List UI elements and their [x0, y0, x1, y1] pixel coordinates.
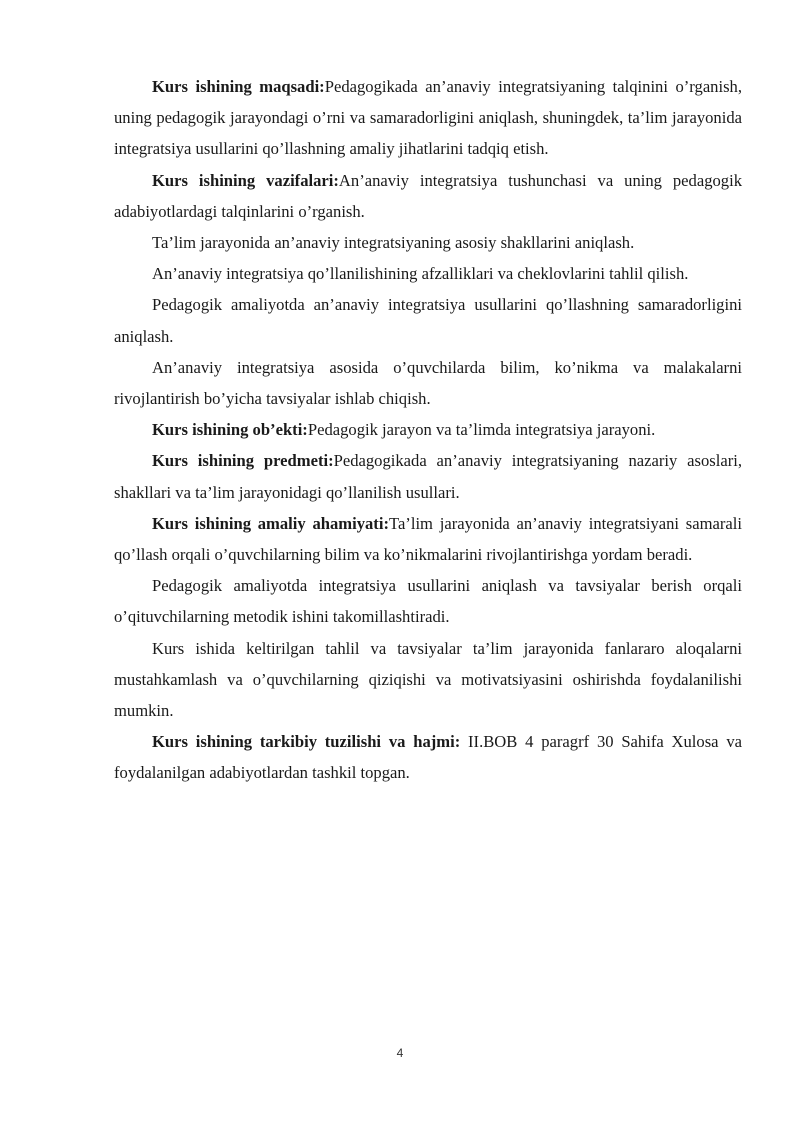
paragraph-task-3 — [114, 289, 742, 351]
paragraph-text: An’anaviy integratsiya tushunchasi va uning pedagogik adabiyotlardagi talqinlarini o’rganish. — [114, 170, 743, 221]
paragraph-text: An’anaviy integratsiya asosida o’quvchilarda bilim, ko’nikma va malakalarni rivojlantirish bo’yicha tavsiyalar ishlab chiqish. — [114, 357, 742, 409]
paragraph-task-4 — [114, 352, 742, 414]
paragraph-text: Pedagogik amaliyotda integratsiya usullarini aniqlash va tavsiyalar berish orqali o’qituvchilarning metodik ishini takomillashtiradi. — [114, 576, 742, 627]
paragraph-label: Kurs ishining ob’ekti: — [152, 420, 308, 440]
paragraph-text: Pedagogikada an’anaviy integratsiyaning talqinini o’rganish, uning pedagogik jarayondagi o’rni va samaradorligini aniqlash, shuningdek, ta’lim jarayonida integratsiya usullarini qo’llashning amaliy jihatlarini tadqiq etish. — [114, 77, 742, 159]
paragraph-tarkibiy-tuzilishi — [114, 726, 742, 788]
paragraph-text: Kurs ishida keltirilgan tahlil va tavsiyalar ta’lim jarayonida fanlararo aloqalarni mustahkamlash va o’quvchilarning qiziqishi va motivatsiyasini oshirishda foydalanilishi mumkin. — [114, 638, 742, 721]
paragraph-text: An’anaviy integratsiya qo’llanilishining afzalliklari va cheklovlarini tahlil qilish. — [152, 264, 689, 284]
paragraph-label: Kurs ishining tarkibiy tuzilishi va hajmi: — [152, 732, 469, 752]
paragraph-label: Kurs ishining predmeti: — [152, 451, 334, 471]
paragraph-significance-2 — [114, 633, 742, 727]
paragraph-text: Ta’lim jarayonida an’anaviy integratsiyani samarali qo’llash orqali o’quvchilarning bilim va ko’nikmalarini rivojlantirishga yordam beradi. — [114, 513, 742, 565]
page-body — [114, 71, 742, 789]
paragraph-amaliy-ahamiyati — [114, 508, 742, 570]
paragraph-label: Kurs ishining vazifalari: — [152, 170, 339, 190]
paragraph-text: II.BOB 4 paragrf 30 Sahifa Xulosa va foydalanilgan adabiyotlardan tashkil topgan. — [114, 732, 742, 783]
paragraph-task-1 — [114, 227, 742, 258]
paragraph-text: Pedagogik jarayon va ta’limda integratsiya jarayoni. — [307, 420, 656, 440]
paragraph-label: Kurs ishining amaliy ahamiyati: — [152, 513, 389, 533]
paragraph-vazifalari — [114, 165, 742, 227]
paragraph-text: Pedagogik amaliyotda an’anaviy integratsiya usullarini qo’llashning samaradorligini aniqlash. — [114, 295, 742, 346]
paragraph-task-2 — [114, 258, 742, 289]
page-number: 4 — [396, 1046, 404, 1060]
paragraph-significance-1 — [114, 570, 742, 632]
paragraph-obekti — [114, 414, 742, 445]
paragraph-label: Kurs ishining maqsadi: — [152, 77, 325, 96]
paragraph-text: Pedagogikada an’anaviy integratsiyaning nazariy asoslari, shakllari va ta’lim jarayonidagi qo’llanilish usullari. — [114, 451, 743, 502]
paragraph-maqsadi — [114, 71, 742, 165]
paragraph-predmeti — [114, 445, 742, 507]
paragraph-text: Ta’lim jarayonida an’anaviy integratsiyaning asosiy shakllarini aniqlash. — [152, 233, 635, 253]
